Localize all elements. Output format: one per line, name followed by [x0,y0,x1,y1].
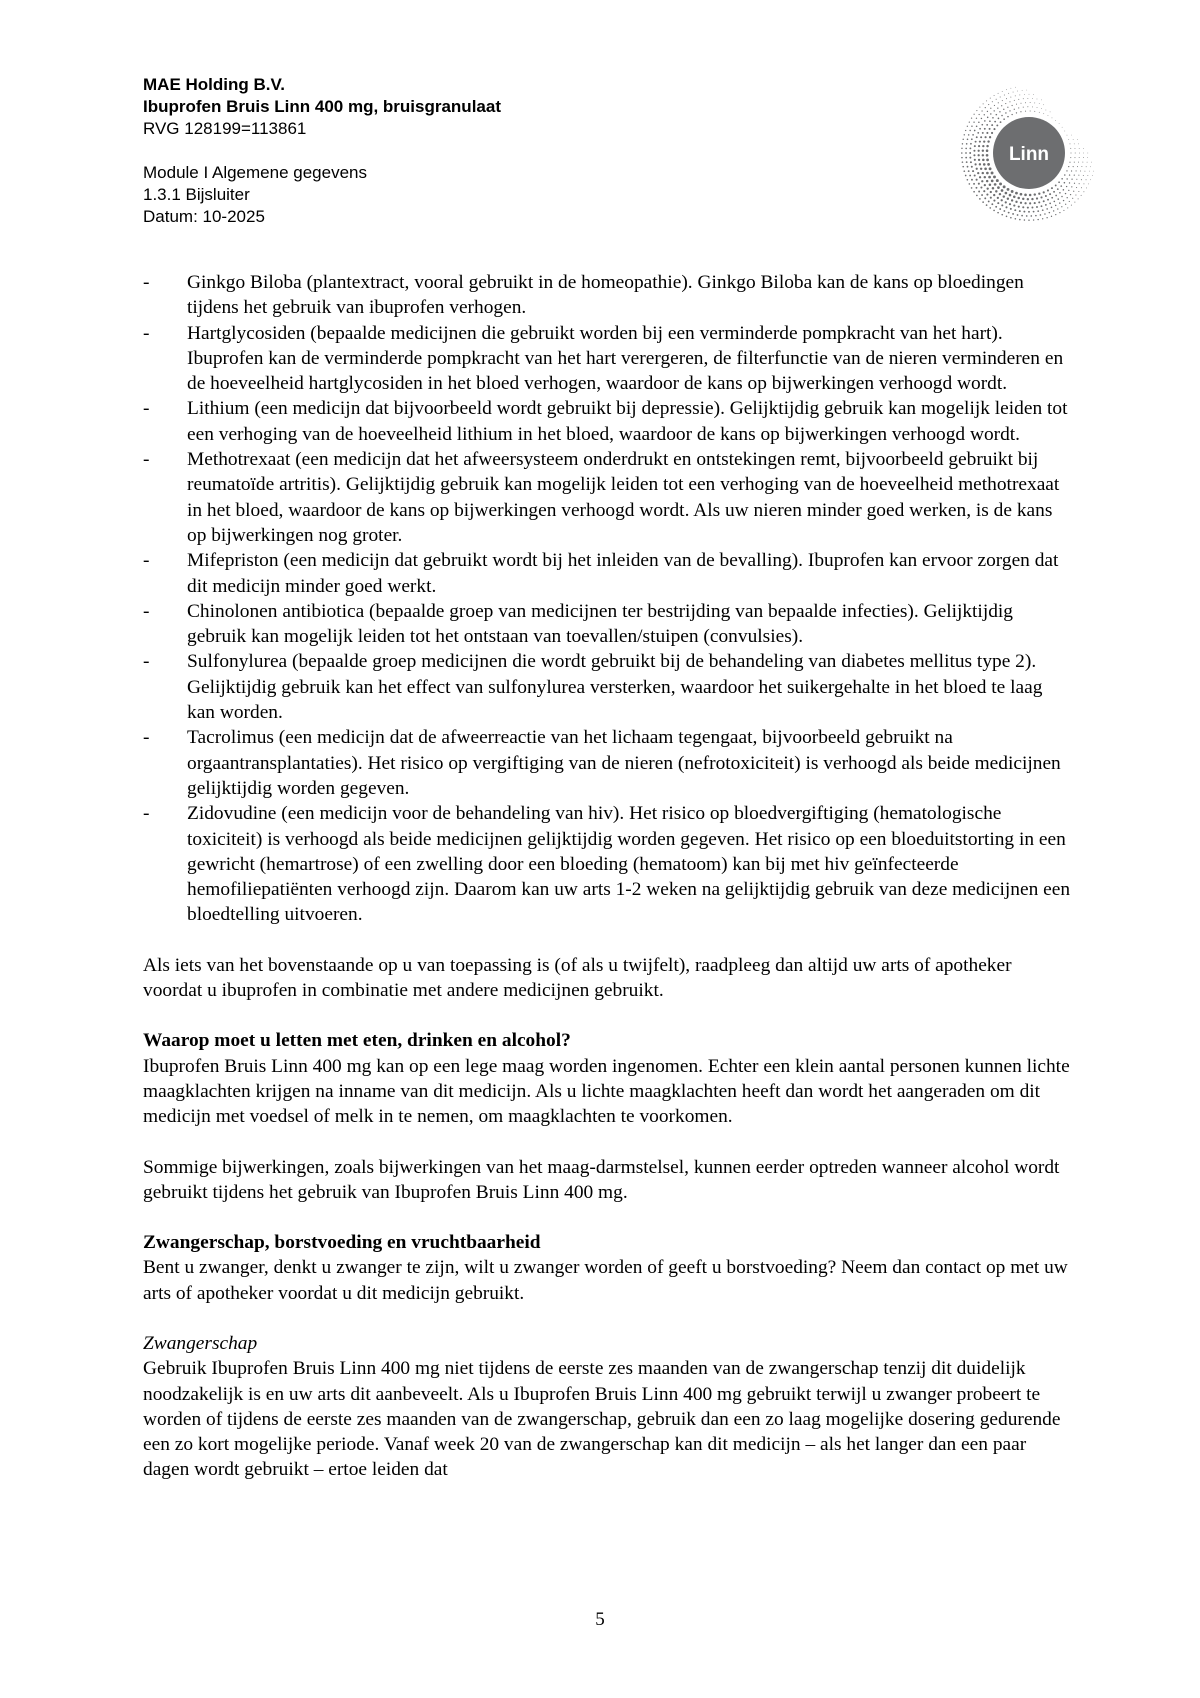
product-name: Ibuprofen Bruis Linn 400 mg, bruisgranulaat [143,97,501,116]
rvg-number: RVG 128199=113861 [143,119,307,138]
bullet-dash: - [143,600,150,622]
bullet-dash: - [143,272,150,293]
company-name: MAE Holding B.V. [143,75,285,94]
bullet-dash: - [143,803,150,825]
pregnancy-subheading: Zwangerschap [143,1332,258,1354]
bullet-dash: - [143,398,150,420]
document-header [143,74,501,228]
list-item [143,270,1073,321]
bullet-dash: - [143,550,150,572]
food-paragraph-2: Sommige bijwerkingen, zoals bijwerkingen van het maag-darmstelsel, kunnen eerder optreden wanneer alcohol wordt gebruikt tijdens het gebruik van Ibuprofen Bruis Linn 400 mg. [143,1156,1060,1203]
list-item [143,649,1073,725]
list-item-text: Hartglycosiden (bepaalde medicijnen die gebruikt worden bij een verminderde pompkracht van het hart). Ibuprofen kan de verminderde pompkracht van het hart verergeren, de filterfunctie van de nieren verminderen en de hoeveelheid hartglycosiden in het bloed verhogen, waardoor de kans op bijwerkingen verhoogd wordt. [187,322,1064,395]
list-item-text: Sulfonylurea (bepaalde groep medicijnen die wordt gebruikt bij de behandeling van diabetes mellitus type 2). Gelijktijdig gebruik kan het effect van sulfonylurea versterken, waardoor het suikergehalte in het bloed te laag kan worden. [187,651,1043,724]
food-paragraph-1: Ibuprofen Bruis Linn 400 mg kan op een lege maag worden ingenomen. Echter een klein aantal personen kunnen lichte maagklachten krijgen na inname van dit medicijn. Als u lichte maagklachten heeft dan wordt het aangeraden om dit medicijn met voedsel of melk in te nemen, om maagklachten te voorkomen. [143,1055,1070,1128]
list-item-text: Zidovudine (een medicijn voor de behandeling van hiv). Het risico op bloedvergiftiging (hematologische toxiciteit) is verhoogd als beide medicijnen gelijktijdig worden gegeven. Het risico op een bloeduitstorting in een gewricht (hemartrose) of een zwelling door een bloeding (hematoom) kan bij met hiv geïnfecteerde hemofiliepatiënten verhoogd zijn. Daarom kan uw arts 1-2 weken na gelijktijdig gebruik van deze medicijnen een bloedtelling uitvoeren. [187,803,1071,926]
bullet-dash: - [143,322,150,344]
document-body [143,270,1073,1483]
list-item [143,548,1073,599]
list-item [143,801,1073,927]
list-item [143,321,1073,397]
list-item [143,725,1073,801]
interaction-list [143,270,1073,928]
pregnancy-paragraph-1: Bent u zwanger, denkt u zwanger te zijn, wilt u zwanger worden of geeft u borstvoeding? Neem dan contact op met uw arts of apotheker voordat u dit medicijn gebruikt. [143,1257,1068,1304]
pregnancy-heading: Zwangerschap, borstvoeding en vruchtbaarheid [143,1232,541,1254]
list-item-text: Methotrexaat (een medicijn dat het afweersysteem onderdrukt en ontstekingen remt, bijvoorbeeld gebruikt bij reumatoïde artritis). Gelijktijdig gebruik kan mogelijk leiden tot een verhoging van de hoeveelheid methotrexaat in het bloed, waardoor de kans op bijwerkingen verhoogd wordt. Als uw nieren minder goed werken, is de kans op bijwerkingen nog groter. [187,449,1060,546]
bullet-dash: - [143,651,150,673]
logo-text: Linn [1008,144,1050,165]
bullet-dash: - [143,727,150,749]
consult-paragraph: Als iets van het bovenstaande op u van toepassing is (of als u twijfelt), raadpleeg dan altijd uw arts of apotheker voordat u ibuprofen in combinatie met andere medicijnen gebruikt. [143,954,1012,1002]
food-heading: Waarop moet u letten met eten, drinken en alcohol? [143,1030,571,1052]
list-item [143,396,1073,447]
page-number: 5 [595,1609,605,1630]
pregnancy-paragraph-2: Gebruik Ibuprofen Bruis Linn 400 mg niet tijdens de eerste zes maanden van de zwangerschap tenzij dit duidelijk noodzakelijk is en uw arts dit aanbeveelt. Als u Ibuprofen Bruis Linn 400 mg gebruikt terwijl u zwanger probeert te worden of tijdens de eerste zes maanden van de zwangerschap, gebruik dan een zo laag mogelijke dosering gedurende een zo kort mogelijke periode. Vanaf week 20 van de zwangerschap kan dit medicijn – als het langer dan een paar dagen wordt gebruikt – ertoe leiden dat [143,1358,1061,1481]
list-item-text: Ginkgo Biloba (plantextract, vooral gebruikt in de homeopathie). Ginkgo Biloba kan de kans op bloedingen tijdens het gebruik van ibuprofen verhogen. [187,272,1024,319]
document-date: Datum: 10-2025 [143,207,265,226]
list-item-text: Mifepriston (een medicijn dat gebruikt wordt bij het inleiden van de bevalling). Ibuprofen kan ervoor zorgen dat dit medicijn minder goed werkt. [187,550,1059,597]
module-title: Module I Algemene gegevens [143,163,367,182]
list-item-text: Lithium (een medicijn dat bijvoorbeeld wordt gebruikt bij depressie). Gelijktijdig gebruik kan mogelijk leiden tot een verhoging van de hoeveelheid lithium in het bloed, waardoor de kans op bijwerkingen verhoogd wordt. [187,398,1068,445]
linn-logo-icon [958,82,1100,224]
list-item [143,447,1073,548]
list-item [143,599,1073,650]
list-item-text: Chinolonen antibiotica (bepaalde groep van medicijnen ter bestrijding van bepaalde infecties). Gelijktijdig gebruik kan mogelijk leiden tot het ontstaan van toevallen/stuipen (convulsies). [187,600,1013,648]
bullet-dash: - [143,449,150,471]
section-number: 1.3.1 Bijsluiter [143,185,250,204]
list-item-text: Tacrolimus (een medicijn dat de afweerreactie van het lichaam tegengaat, bijvoorbeeld gebruikt na orgaantransplantaties). Het risico op vergiftiging van de nieren (nefrotoxiciteit) is verhoogd als beide medicijnen gelijktijdig worden gegeven. [187,727,1061,799]
